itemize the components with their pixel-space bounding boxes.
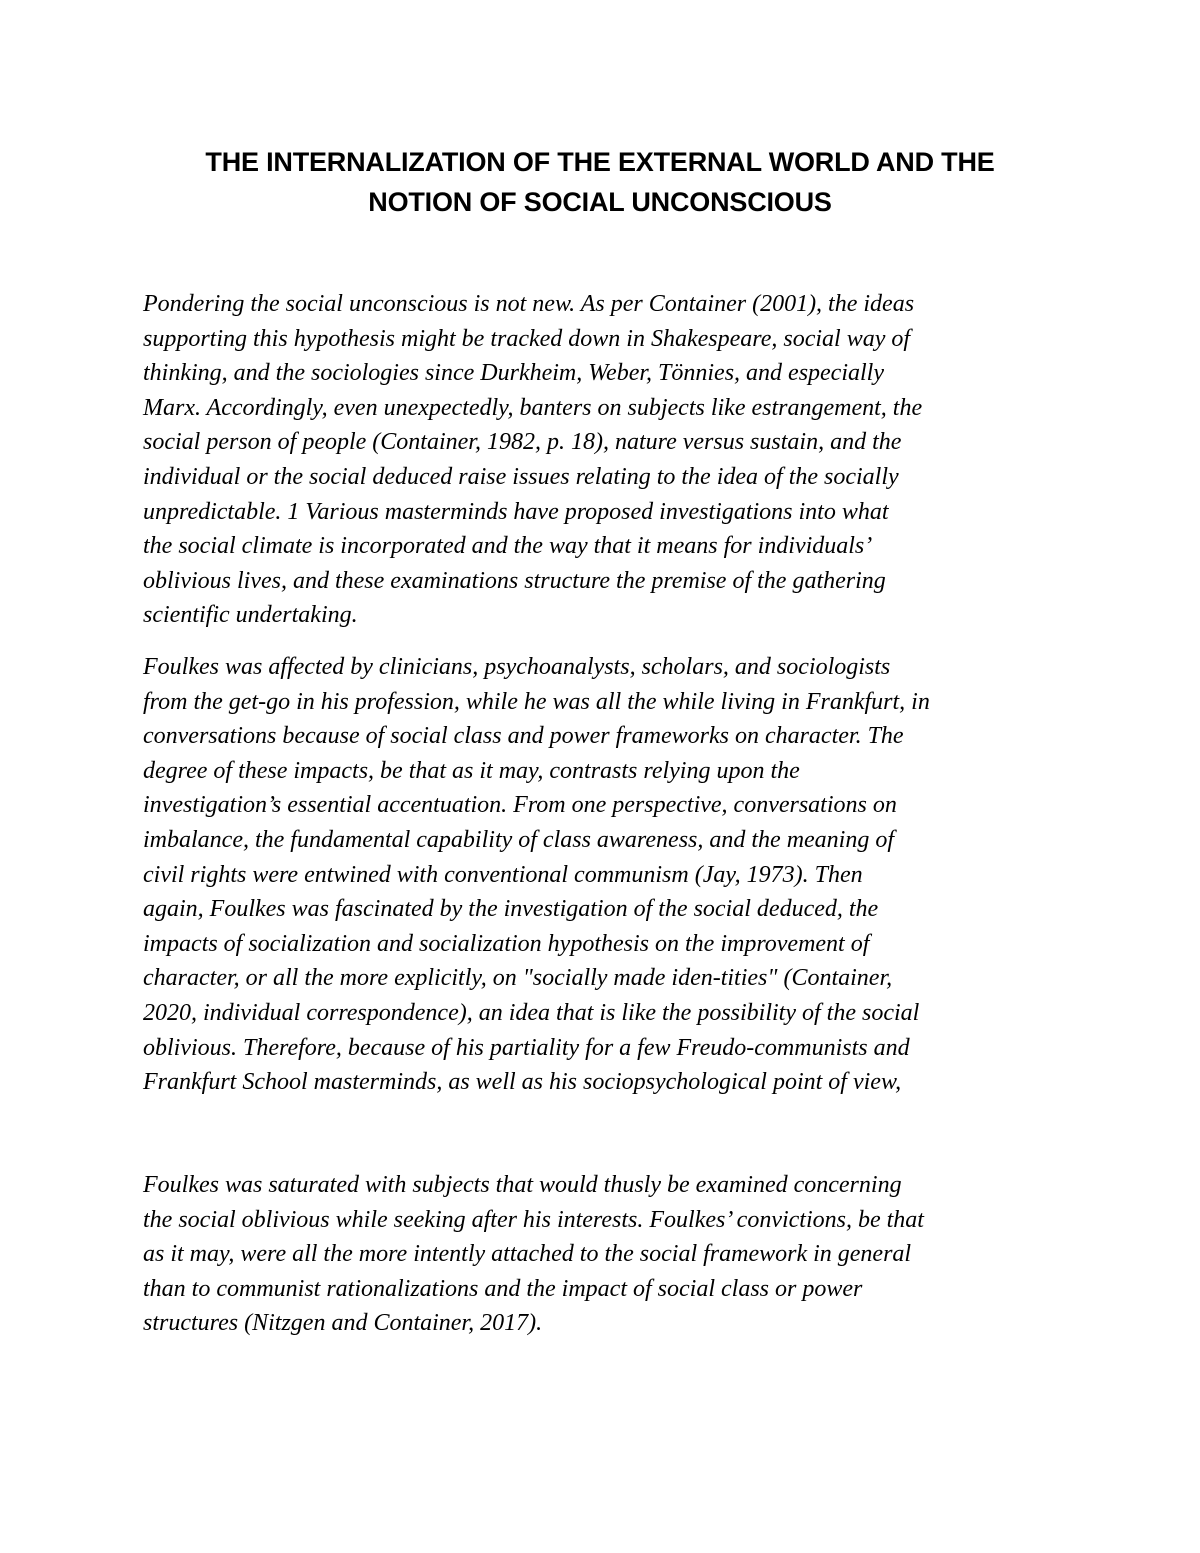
paragraph-line: character, or all the more explicitly, on "socially made iden-tities" (Container,	[143, 965, 893, 992]
paragraph-line: from the get-go in his profession, while he was all the while living in Frankfurt, in	[143, 688, 930, 715]
paragraph-3	[143, 1168, 1073, 1341]
paragraph-line: social person of people (Container, 1982, p. 18), nature versus sustain, and the	[143, 429, 902, 456]
paragraph-line: conversations because of social class and power frameworks on character. The	[143, 723, 904, 750]
paragraph-line: oblivious lives, and these examinations structure the premise of the gathering	[143, 567, 886, 594]
paragraph-line: than to communist rationalizations and the impact of social class or power	[143, 1275, 863, 1302]
paragraph-line: the social climate is incorporated and the way that it means for individuals’	[143, 533, 873, 560]
paragraph-line: as it may, were all the more intently attached to the social framework in general	[143, 1241, 912, 1268]
paragraph-line: again, Foulkes was fascinated by the investigation of the social deduced, the	[143, 896, 879, 923]
paragraph-line: Marx. Accordingly, even unexpectedly, banters on subjects like estrangement, the	[143, 394, 923, 421]
paragraph-line: Pondering the social unconscious is not new. As per Container (2001), the ideas	[143, 291, 915, 317]
document-title	[120, 142, 1080, 222]
paragraph-line: thinking, and the sociologies since Durkheim, Weber, Tönnies, and especially	[143, 360, 884, 387]
paragraph-line: Foulkes was affected by clinicians, psychoanalysts, scholars, and sociologists	[143, 654, 891, 680]
paragraph-line: unpredictable. 1 Various masterminds have proposed investigations into what	[143, 498, 889, 525]
paragraph-line: civil rights were entwined with conventional communism (Jay, 1973). Then	[143, 861, 863, 888]
paragraph-line: imbalance, the fundamental capability of class awareness, and the meaning of	[143, 826, 895, 853]
paragraph-line: Foulkes was saturated with subjects that would thusly be examined concerning	[143, 1172, 902, 1198]
title-line: NOTION OF SOCIAL UNCONSCIOUS	[368, 187, 832, 217]
paragraph-line: individual or the social deduced raise issues relating to the idea of the socially	[143, 463, 899, 490]
paragraph-line: oblivious. Therefore, because of his partiality for a few Freudo-communists and	[143, 1034, 910, 1061]
paragraph-line: investigation’s essential accentuation. From one perspective, conversations on	[143, 792, 897, 819]
paragraph-line: the social oblivious while seeking after his interests. Foulkes’ convictions, be that	[143, 1206, 924, 1233]
title-line: THE INTERNALIZATION OF THE EXTERNAL WORLD AND THE	[205, 147, 995, 177]
paragraph-line: 2020, individual correspondence), an idea that is like the possibility of the social	[143, 999, 920, 1026]
paragraph-line: degree of these impacts, be that as it may, contrasts relying upon the	[143, 757, 800, 784]
paragraph-line: scientific undertaking.	[143, 602, 358, 629]
paragraph-line: structures (Nitzgen and Container, 2017).	[143, 1310, 543, 1337]
paragraph-1	[143, 287, 1073, 633]
paragraph-line: impacts of socialization and socialization hypothesis on the improvement of	[143, 930, 870, 957]
paragraph-2	[143, 650, 1073, 1100]
paragraph-line: supporting this hypothesis might be tracked down in Shakespeare, social way of	[143, 325, 911, 352]
paragraph-line: Frankfurt School masterminds, as well as his sociopsychological point of view,	[143, 1069, 902, 1096]
